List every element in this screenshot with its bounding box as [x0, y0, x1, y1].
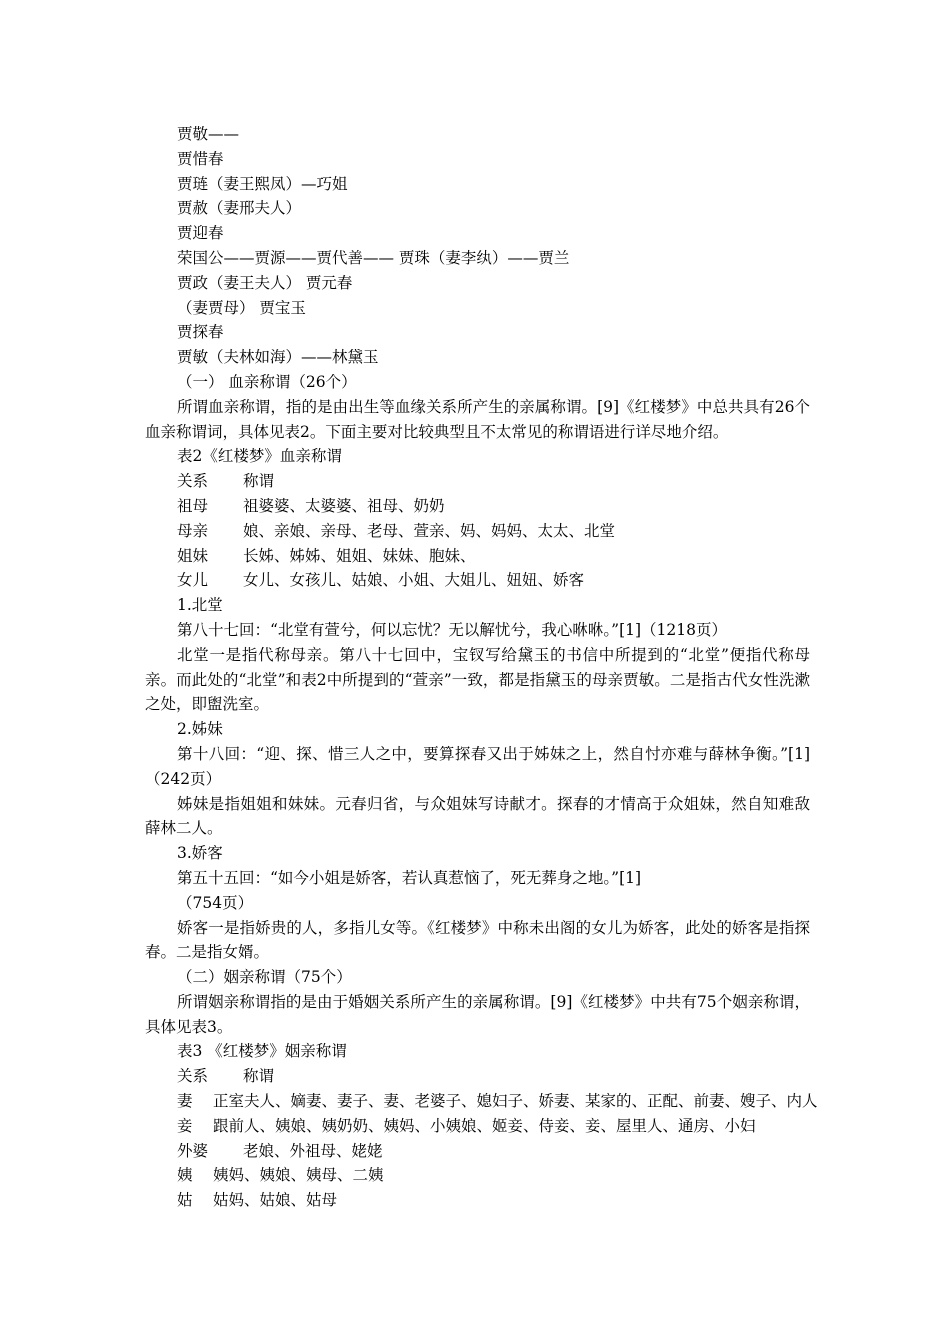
family-tree: [145, 122, 810, 370]
table3-terms: 姨妈、姨娘、姨母、二姨: [213, 1166, 384, 1185]
section1-heading: （一） 血亲称谓（26个）: [177, 372, 357, 391]
table2-header: [145, 469, 810, 494]
item-title: 2.姊妹: [177, 720, 223, 739]
table3-header: [145, 1064, 810, 1089]
family-tree-line: 贾迎春: [177, 224, 224, 243]
item-quote: 第十八回：“迎、探、惜三人之中，要算探春又出于姊妹之上，然自忖亦难与薛林争衡。”[1]（242页）: [145, 744, 810, 788]
family-tree-line: （妻贾母） 贾宝玉: [177, 298, 306, 317]
table2-terms: 长姊、姊姊、姐姐、妹妹、胞妹、: [243, 546, 476, 565]
table3-relation: 姑: [177, 1191, 193, 1210]
table3-row: [145, 1163, 810, 1188]
family-tree-line: 贾赦（妻邢夫人）: [177, 199, 302, 218]
table2-terms: 祖婆婆、太婆婆、祖母、奶奶: [243, 496, 445, 515]
table3-relation: 姨: [177, 1166, 193, 1185]
section1-intro: 所谓血亲称谓，指的是由出生等血缘关系所产生的亲属称谓。[9]《红楼梦》中总共具有26个血亲称谓词，具体见表2。下面主要对比较典型且不太常见的称谓语进行详尽地介绍。: [145, 397, 810, 441]
family-tree-line: 荣国公——贾源——贾代善—— 贾珠（妻李纨）——贾兰: [177, 248, 570, 267]
table2-row: [145, 544, 810, 569]
item-quote-page: （754页）: [177, 893, 254, 912]
table3-header-terms: 称谓: [243, 1067, 275, 1086]
table3-row: [145, 1089, 818, 1114]
item-explanation: 北堂一是指代称母亲。第八十七回中，宝钗写给黛玉的书信中所提到的“北堂”便指代称母亲。而此处的“北堂”和表2中所提到的“萱亲”一致，都是指黛玉的母亲贾敏。二是指古代女性洗漱之处，即盥洗室。: [145, 645, 810, 714]
table2-header-relation: 关系: [177, 472, 209, 491]
document-page: [145, 122, 818, 1213]
item-quote: 第八十七回：“北堂有萱兮，何以忘忧？无以解忧兮，我心咻咻。”[1]（1218页）: [177, 620, 728, 639]
item-quote: 第五十五回：“如今小姐是娇客，若认真惹恼了，死无葬身之地。”[1]: [177, 868, 642, 887]
table3-header-relation: 关系: [177, 1067, 209, 1086]
table3-terms: 跟前人、姨娘、姨奶奶、姨妈、小姨娘、姬妾、侍妾、妾、屋里人、通房、小妇: [213, 1116, 756, 1135]
table2-header-terms: 称谓: [243, 472, 275, 491]
table3-row: [145, 1188, 810, 1213]
section2-heading: （二）姻亲称谓（75个）: [177, 968, 352, 987]
table2-relation: 姐妹: [177, 546, 209, 565]
item-explanation: 姊妹是指姐姐和妹妹。元春归省，与众姐妹写诗献才。探春的才情高于众姐妹，然自知难敌薛林二人。: [145, 794, 810, 838]
family-tree-line: 贾探春: [177, 323, 224, 342]
item-title: 3.娇客: [177, 844, 223, 863]
table2-relation: 女儿: [177, 571, 209, 590]
table3-terms: 正室夫人、嫡妻、妻子、妻、老婆子、媳妇子、娇妻、某家的、正配、前妻、嫂子、内人: [213, 1092, 818, 1111]
family-tree-line: 贾政（妻王夫人） 贾元春: [177, 273, 353, 292]
table3-terms: 老娘、外祖母、姥姥: [243, 1141, 383, 1160]
table2-relation: 祖母: [177, 496, 209, 515]
table3: [145, 1064, 818, 1213]
table3-terms: 姑妈、姑娘、姑母: [213, 1191, 338, 1210]
table2: [145, 469, 810, 593]
table2-row: [145, 568, 810, 593]
item-title: 1.北堂: [177, 596, 223, 615]
table2-row: [145, 494, 810, 519]
table3-relation: 外婆: [177, 1141, 209, 1160]
table3-relation: 妻: [177, 1092, 193, 1111]
table2-relation: 母亲: [177, 521, 209, 540]
table3-row: [145, 1139, 810, 1164]
table2-title: 表2《红楼梦》血亲称谓: [177, 447, 342, 466]
family-tree-line: 贾敏（夫林如海）——林黛玉: [177, 348, 379, 367]
table2-terms: 娘、亲娘、亲母、老母、萱亲、妈、妈妈、太太、北堂: [243, 521, 616, 540]
table3-title: 表3 《红楼梦》姻亲称谓: [177, 1042, 347, 1061]
family-tree-line: 贾琏（妻王熙凤）—巧姐: [177, 174, 348, 193]
table2-terms: 女儿、女孩儿、姑娘、小姐、大姐儿、妞妞、娇客: [243, 571, 585, 590]
section2-intro: 所谓姻亲称谓指的是由于婚姻关系所产生的亲属称谓。[9]《红楼梦》中共有75个姻亲称谓，具体见表3。: [145, 992, 810, 1036]
table3-row: [145, 1114, 810, 1139]
item-explanation: 娇客一是指娇贵的人，多指儿女等。《红楼梦》中称未出阁的女儿为娇客，此处的娇客是指探春。二是指女婿。: [145, 918, 810, 962]
table3-relation: 妾: [177, 1116, 193, 1135]
family-tree-line: 贾敬——: [177, 125, 240, 143]
family-tree-line: 贾惜春: [177, 149, 224, 168]
table2-row: [145, 519, 810, 544]
